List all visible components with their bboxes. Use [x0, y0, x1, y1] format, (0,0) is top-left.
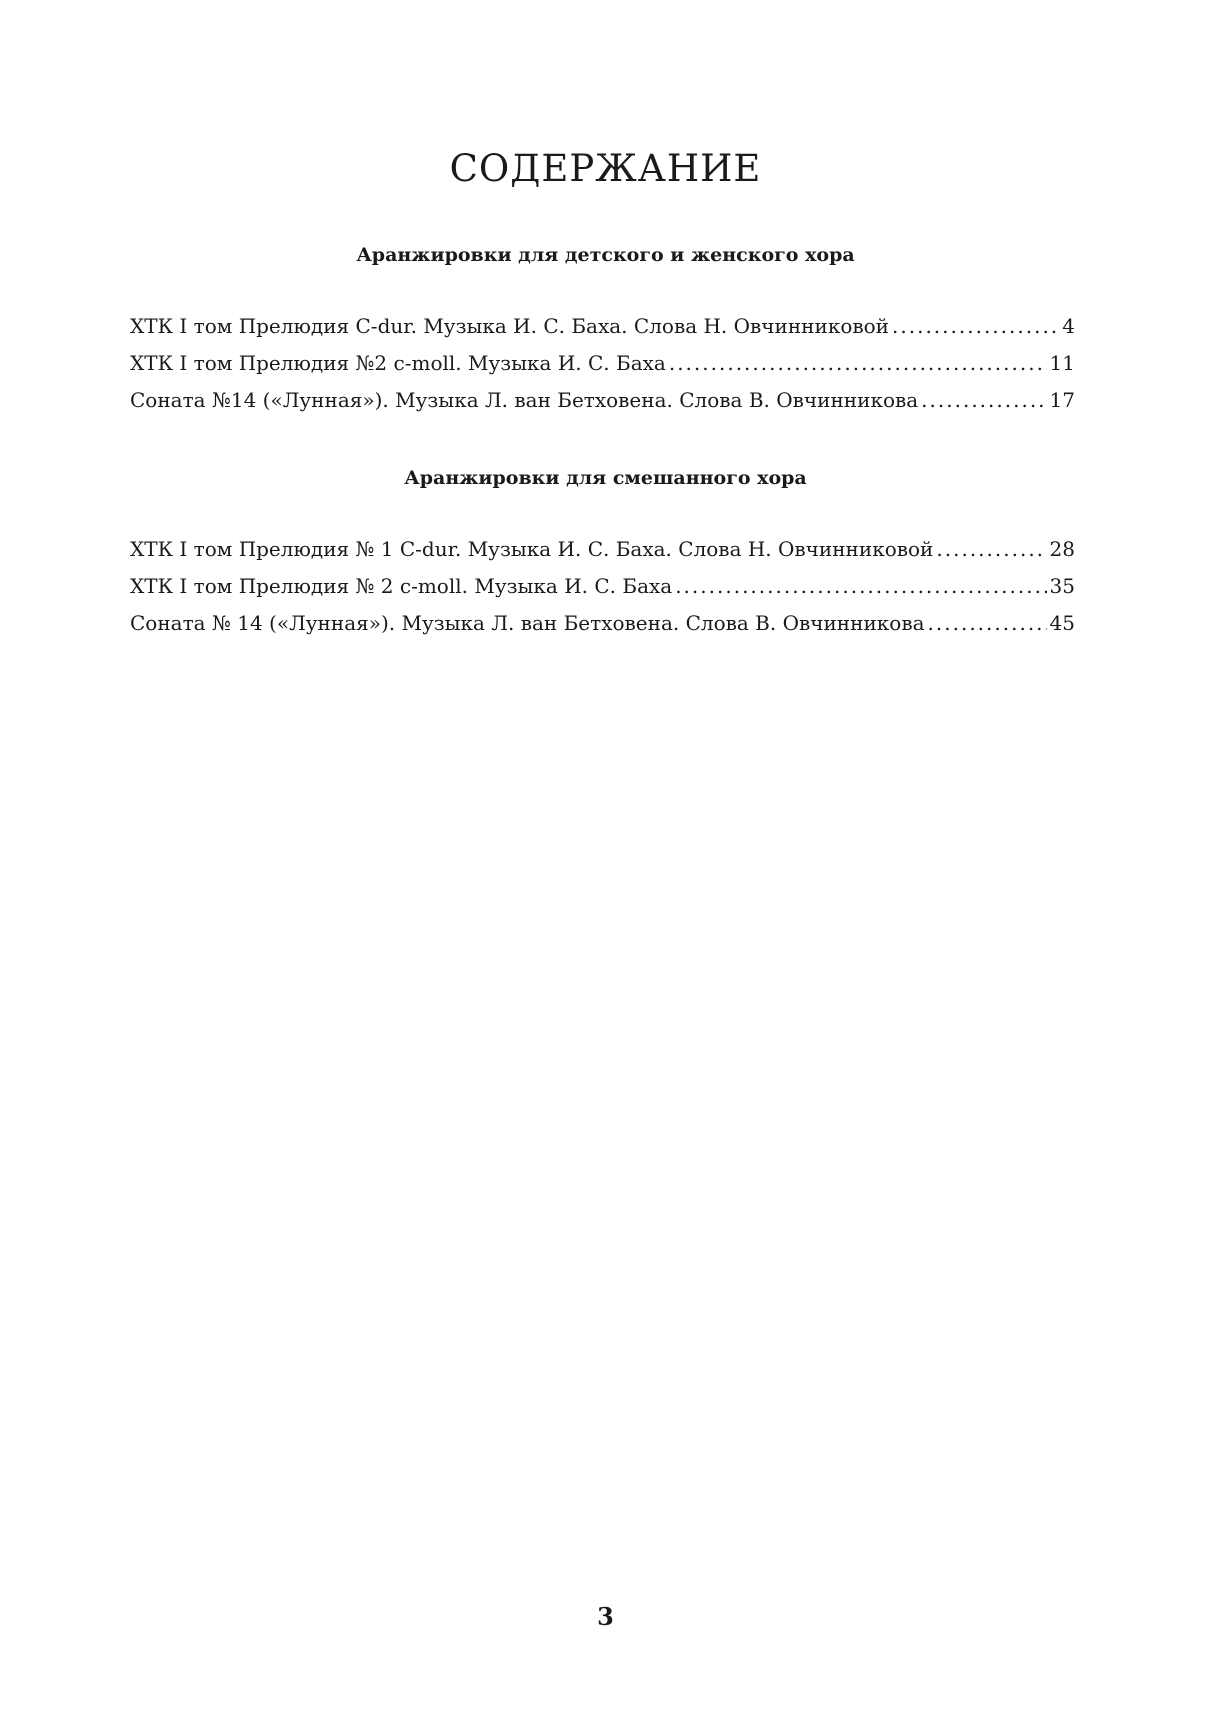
toc-list-mixed-choir	[130, 536, 1075, 647]
section-heading-mixed-choir: Аранжировки для смешанного хора	[404, 467, 807, 489]
toc-entry[interactable]	[130, 573, 1075, 610]
toc-entry-page: 4	[1062, 314, 1075, 338]
toc-entry-page: 45	[1049, 611, 1075, 635]
toc-dot-leader	[928, 610, 1047, 636]
toc-dot-leader	[921, 387, 1046, 413]
toc-entry-title: Соната №14 («Лунная»). Музыка Л. ван Бетховена. Слова В. Овчинникова	[130, 388, 919, 412]
toc-entry[interactable]	[130, 313, 1075, 350]
toc-entry[interactable]	[130, 350, 1075, 387]
toc-entry-title: Соната № 14 («Лунная»). Музыка Л. ван Бетховена. Слова В. Овчинникова	[130, 611, 925, 635]
toc-entry-title: ХТК I том Прелюдия № 1 C-dur. Музыка И. С. Баха. Слова Н. Овчинниковой	[130, 537, 934, 561]
toc-dot-leader	[675, 573, 1046, 599]
toc-entry-page: 28	[1049, 537, 1075, 561]
toc-entry[interactable]	[130, 536, 1075, 573]
toc-dot-leader	[936, 536, 1046, 562]
toc-entry-title: ХТК I том Прелюдия № 2 c-moll. Музыка И. С. Баха	[130, 574, 673, 598]
toc-list-children-women-choir	[130, 313, 1075, 424]
toc-entry-title: ХТК I том Прелюдия №2 c-moll. Музыка И. С. Баха	[130, 351, 666, 375]
toc-entry-page: 17	[1049, 388, 1075, 412]
toc-dot-leader	[669, 350, 1047, 376]
page-title: СОДЕРЖАНИЕ	[449, 146, 762, 190]
toc-entry-page: 35	[1049, 574, 1075, 598]
toc-entry-page: 11	[1049, 351, 1075, 375]
page-number: 3	[597, 1602, 614, 1631]
toc-entry-title: ХТК I том Прелюдия C-dur. Музыка И. С. Баха. Слова Н. Овчинниковой	[130, 314, 890, 338]
toc-entry[interactable]	[130, 387, 1075, 424]
toc-dot-leader	[892, 313, 1059, 339]
section-heading-children-women-choir: Аранжировки для детского и женского хора	[356, 244, 855, 266]
toc-entry[interactable]	[130, 610, 1075, 647]
